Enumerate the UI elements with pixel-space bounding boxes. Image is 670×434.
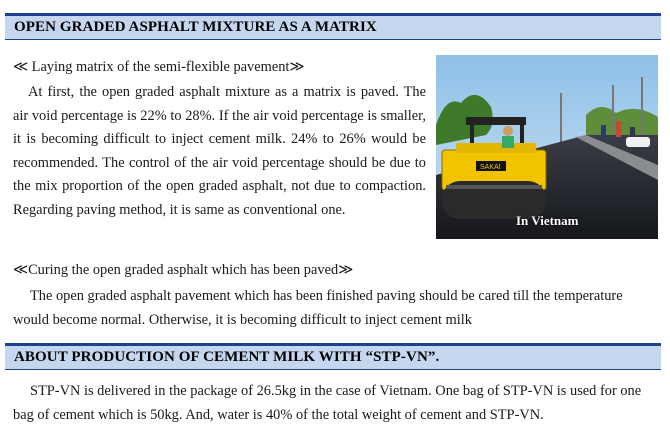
subheading-curing: ≪Curing the open graded asphalt which has been paved≫ — [13, 262, 354, 278]
paragraph-text: At first, the open graded asphalt mixture as a matrix is paved. The air void percentage is 22% to 28%. If the air void percentage is smaller, it is becoming difficult to inject cement milk. 24% to 26% would be recommended. The control of the air void percentage should be due to the mix proportion of the open graded asphalt, not due to compaction. Regarding paving method, it is same as conventional one. — [13, 84, 426, 218]
subheading-laying-matrix: ≪ Laying matrix of the semi-flexible pavement≫ — [13, 59, 305, 75]
paving-photo — [436, 55, 658, 239]
paragraph-cement-milk: STP-VN is delivered in the package of 26.5kg in the case of Vietnam. One bag of STP-VN is used for one bag of cement which is 50kg. And, water is 40% of the total weight of cement and STP-VN. — [13, 383, 642, 423]
photo-caption: In Vietnam — [516, 213, 579, 228]
section-header-matrix — [5, 13, 661, 40]
roller-brand: SAKAI — [480, 164, 501, 171]
paragraph-curing: The open graded asphalt pavement which has been finished paving should be cared till the temperature would become normal. Otherwise, it is becoming difficult to inject cement milk — [13, 288, 623, 328]
section-title: ABOUT PRODUCTION OF CEMENT MILK WITH “STP-VN”. — [14, 349, 440, 365]
paragraph-laying-matrix — [13, 81, 426, 222]
section-title: OPEN GRADED ASPHALT MIXTURE AS A MATRIX — [14, 19, 377, 35]
section-header-cement-milk — [5, 343, 661, 370]
road-roller-image — [436, 55, 658, 239]
